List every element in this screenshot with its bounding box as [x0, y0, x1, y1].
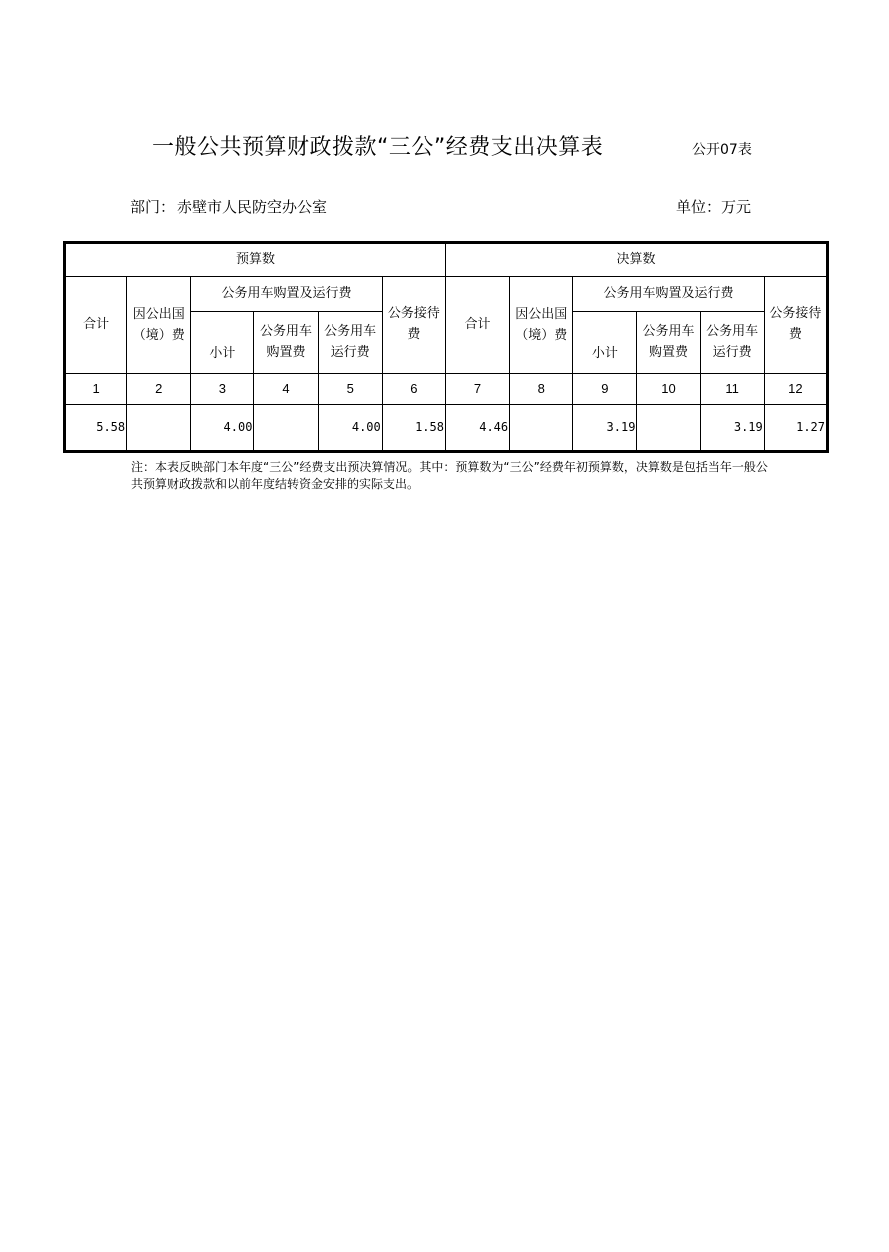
- final-vehicle-purchase-value: [637, 405, 700, 452]
- header-abroad: [127, 277, 191, 374]
- department-name: 赤壁市人民防空办公室: [177, 198, 328, 216]
- header-reception-line2: 费: [788, 327, 802, 342]
- header-abroad-line2: （境）费: [515, 327, 568, 343]
- table-note: 注：本表反映部门本年度“三公”经费支出预决算情况。其中：预算数为“三公”经费年初预算数，决算数是包括当年一般公共预算财政拨款和以前年度结转资金安排的实际支出。: [131, 460, 768, 491]
- group-header-budget: 预算数: [65, 243, 446, 277]
- page-title: 一般公共预算财政拨款“三公”经费支出决算表: [152, 135, 604, 160]
- header-reception-line2: 费: [407, 327, 421, 342]
- header-operation-line2: 运行费: [330, 344, 370, 360]
- budget-vehicle-operation-value: 4.00: [318, 405, 382, 452]
- budget-abroad-value: [127, 405, 191, 452]
- header-operation: [318, 312, 382, 374]
- final-vehicle-subtotal-value: 3.19: [573, 405, 637, 452]
- table-row: [65, 405, 828, 452]
- header-subtotal: 小计: [573, 312, 637, 374]
- column-number: 12: [764, 374, 827, 405]
- header-operation-line1: 公务用车: [706, 323, 759, 339]
- budget-total-value: 5.58: [65, 405, 127, 452]
- header-reception-line1: 公务接待: [769, 306, 822, 322]
- department-line: [130, 196, 327, 217]
- header-vehicle-group: 公务用车购置及运行费: [191, 277, 382, 312]
- column-number-row: [65, 374, 828, 405]
- header-abroad-line1: 因公出国: [515, 307, 568, 322]
- header-total: 合计: [65, 277, 127, 374]
- column-number: 5: [318, 374, 382, 405]
- header-abroad: [510, 277, 573, 374]
- unit-value: 万元: [721, 198, 752, 216]
- header-purchase-line2: 购置费: [649, 344, 689, 360]
- header-operation: [700, 312, 764, 374]
- header-reception-line1: 公务接待: [387, 306, 440, 322]
- header-purchase-line1: 公务用车: [642, 323, 695, 339]
- form-code: 公开07表: [692, 142, 752, 158]
- column-number: 6: [382, 374, 445, 405]
- budget-vehicle-purchase-value: [254, 405, 318, 452]
- final-vehicle-operation-value: 3.19: [700, 405, 764, 452]
- header-purchase: [254, 312, 318, 374]
- unit-label: 单位：: [676, 198, 722, 216]
- header-abroad-line2: （境）费: [132, 327, 185, 343]
- header-subtotal: 小计: [191, 312, 254, 374]
- column-number: 1: [65, 374, 127, 405]
- header-operation-line2: 运行费: [712, 344, 752, 360]
- column-number: 9: [573, 374, 637, 405]
- column-number: 8: [510, 374, 573, 405]
- header-purchase-line1: 公务用车: [260, 323, 313, 339]
- header-purchase-line2: 购置费: [266, 344, 306, 360]
- column-number: 3: [191, 374, 254, 405]
- header-abroad-line1: 因公出国: [132, 307, 185, 322]
- header-operation-line1: 公务用车: [324, 323, 377, 339]
- header-total: 合计: [445, 277, 509, 374]
- header-vehicle-group: 公务用车购置及运行费: [573, 277, 764, 312]
- department-label: 部门：: [130, 198, 176, 216]
- final-total-value: 4.46: [445, 405, 509, 452]
- header-reception: [764, 277, 827, 374]
- budget-vehicle-subtotal-value: 4.00: [191, 405, 254, 452]
- column-number: 10: [637, 374, 700, 405]
- column-number: 11: [700, 374, 764, 405]
- column-number: 7: [445, 374, 509, 405]
- group-header-final: 决算数: [445, 243, 827, 277]
- three-public-expenses-table: [63, 241, 829, 453]
- header-reception: [382, 277, 445, 374]
- final-abroad-value: [510, 405, 573, 452]
- column-number: 4: [254, 374, 318, 405]
- column-number: 2: [127, 374, 191, 405]
- unit-line: [676, 196, 751, 217]
- budget-reception-value: 1.58: [382, 405, 445, 452]
- header-purchase: [637, 312, 700, 374]
- final-reception-value: 1.27: [764, 405, 827, 452]
